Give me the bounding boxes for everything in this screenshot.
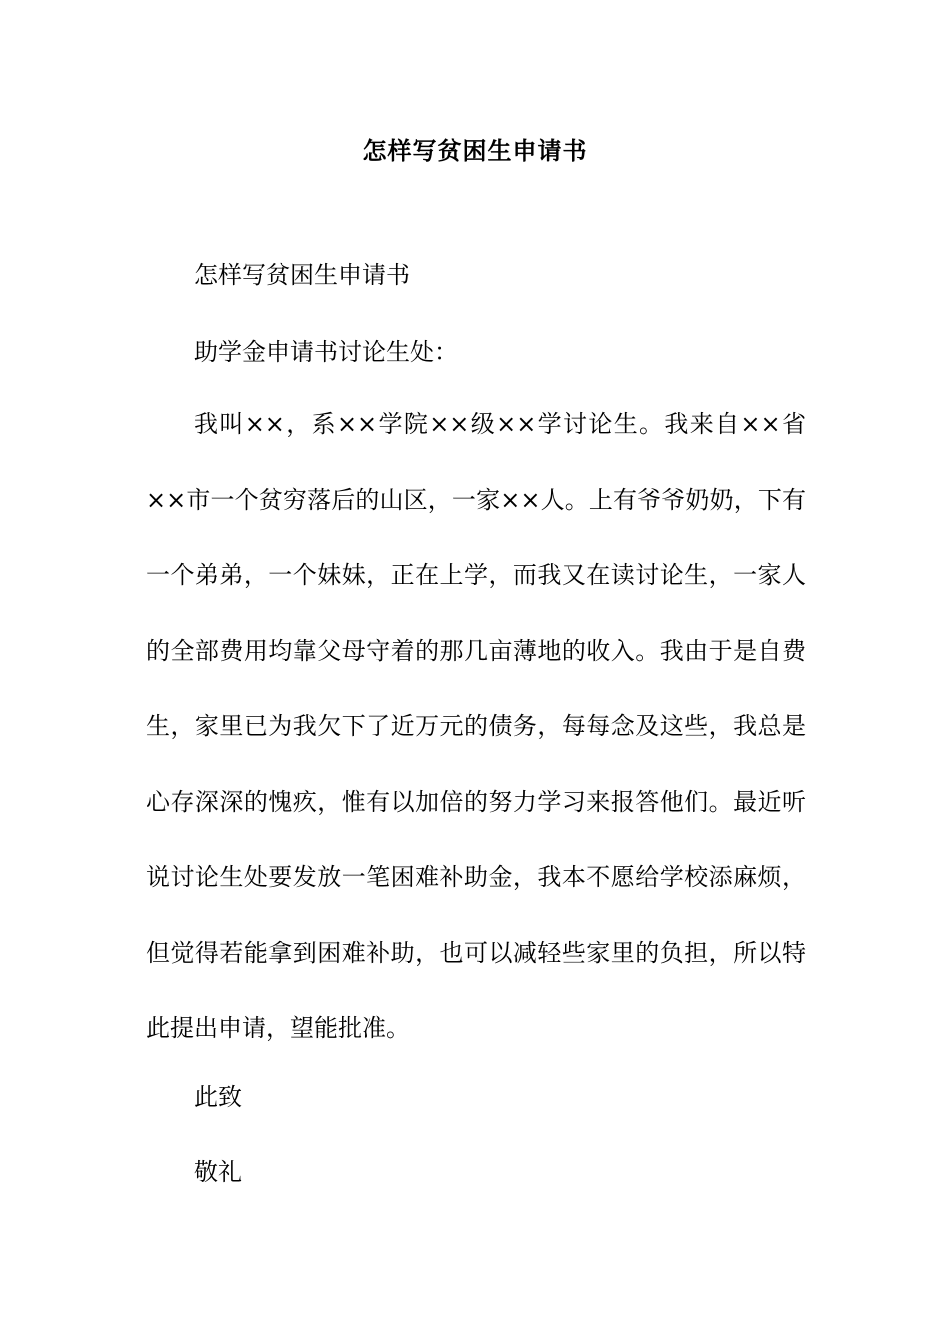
closing-paragraph: 此致 (194, 1083, 242, 1111)
subtitle-paragraph: 怎样写贫困生申请书 (194, 261, 410, 289)
salutation-paragraph: 助学金申请书讨论生处： (194, 338, 458, 366)
body-paragraph: 我叫××，系××学院××级××学讨论生。我来自××省××市一个贫穷落后的山区，一家××人。上有爷爷奶奶，下有一个弟弟，一个妹妹，正在上学，而我又在读讨论生，一家人的全部费用均靠父母守着的那几亩薄地的收入。我由于是自费生，家里已为我欠下了近万元的债务，每每念及这些，我总是心存深深的愧疚，惟有以加倍的努力学习来报答他们。最近听说讨论生处要发放一笔困难补助金，我本不愿给学校添麻烦，但觉得若能拿到困难补助，也可以减轻些家里的负担，所以特此提出申请，望能批准。 (146, 410, 806, 1042)
document-title: 怎样写贫困生申请书 (362, 136, 588, 165)
regards-paragraph: 敬礼 (194, 1158, 242, 1186)
